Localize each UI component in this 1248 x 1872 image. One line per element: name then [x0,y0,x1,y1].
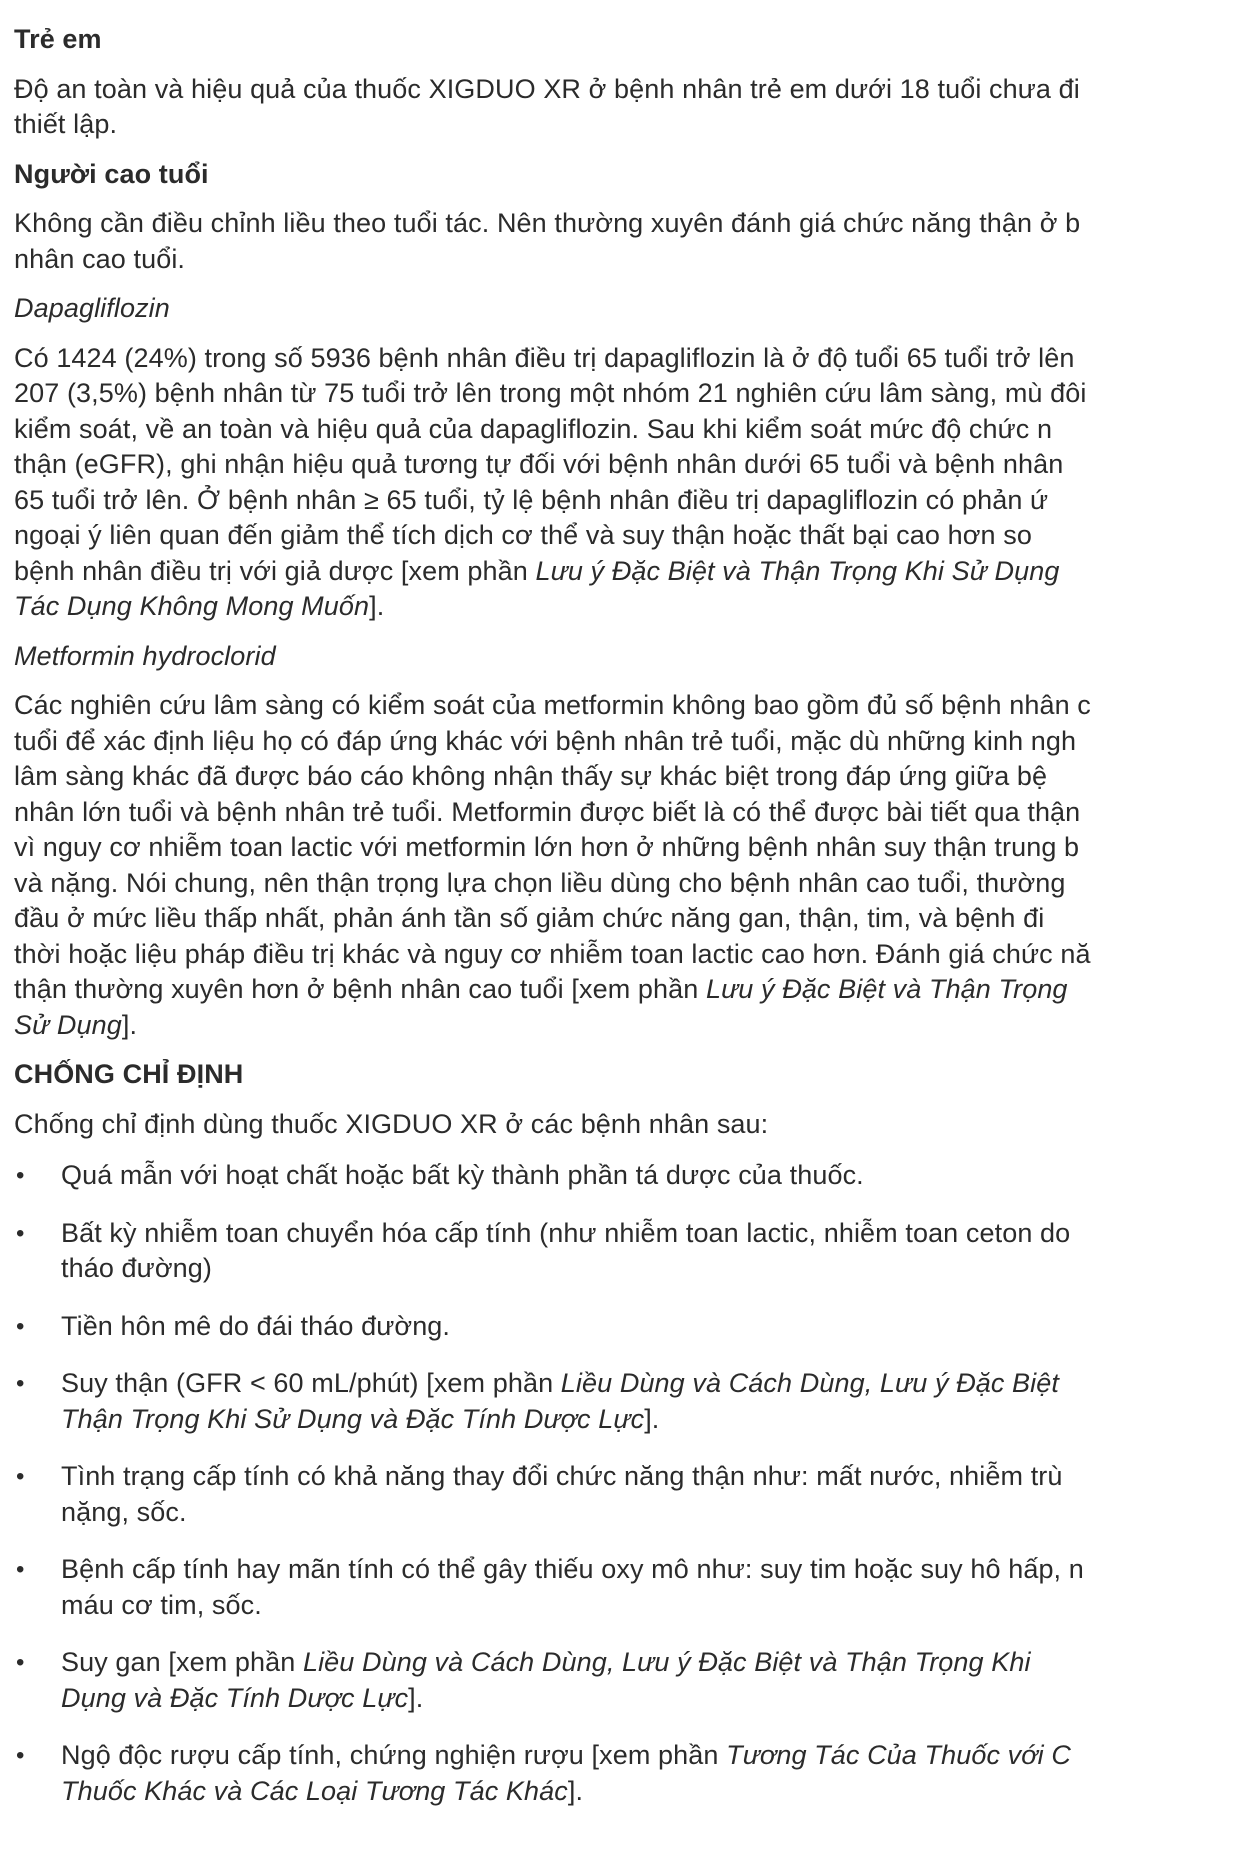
list-item-line [61,1738,1248,1774]
list-item [14,1552,1248,1623]
document-page [14,0,1248,1872]
heading-children: Trẻ em [14,24,102,54]
list-item [14,1216,1248,1287]
para-text: bệnh nhân điều trị với giả dược [xem phần [14,555,536,586]
para-line [14,1008,1248,1044]
cross-reference: Dụng và Đặc Tính Dược Lực [61,1682,409,1713]
heading-elderly: Người cao tuổi [14,158,209,189]
para-elderly [14,206,1248,277]
para-line: kiểm soát, về an toàn và hiệu quả của dapagliflozin. Sau khi kiểm soát mức độ chức n [14,413,1053,444]
heading-contraindications: CHỐNG CHỈ ĐỊNH [14,1059,244,1089]
cross-reference: Tương Tác Của Thuốc với C [726,1740,1071,1770]
bullet-icon: • [16,1649,25,1676]
para-dapagliflozin [14,341,1248,625]
para-line: vì nguy cơ nhiễm toan lactic với metformin lớn hơn ở những bệnh nhân suy thận trung b [14,832,1080,862]
list-item [14,1459,1248,1530]
cross-reference: Tác Dụng Không Mong Muốn [14,591,370,621]
para-line: Các nghiên cứu lâm sàng có kiểm soát của metformin không bao gồm đủ số bệnh nhân c [14,690,1091,720]
para-line [14,554,1248,590]
contraindications-intro: Chống chỉ định dùng thuốc XIGDUO XR ở các bệnh nhân sau: [14,1108,769,1139]
para-line: Độ an toàn và hiệu quả của thuốc XIGDUO XR ở bệnh nhân trẻ em dưới 18 tuổi chưa đi [14,73,1080,104]
para-line: thận (eGFR), ghi nhận hiệu quả tương tự đối với bệnh nhân dưới 65 tuổi và bệnh nhân [14,449,1064,479]
list-item-text: ]. [567,1775,584,1806]
para-line: thiết lập. [14,109,118,139]
bullet-icon: • [16,1556,25,1583]
list-item-line: nặng, sốc. [61,1496,187,1527]
para-line: Có 1424 (24%) trong số 5936 bệnh nhân điều trị dapagliflozin là ở độ tuổi 65 tuổi trở lên [14,342,1075,373]
list-item-line: tháo đường) [61,1253,212,1283]
list-item [14,1738,1248,1809]
para-line: và nặng. Nói chung, nên thận trọng lựa chọn liều dùng cho bệnh nhân cao tuổi, thường [14,867,1066,898]
list-item-text: Suy gan [xem phần [61,1647,303,1677]
para-line: Không cần điều chỉnh liều theo tuổi tác. Nên thường xuyên đánh giá chức năng thận ở b [14,208,1081,238]
bullet-icon: • [16,1162,25,1189]
list-item-text: ]. [644,1403,660,1434]
bullet-icon: • [16,1312,25,1340]
para-line [14,589,1248,625]
cross-reference: Thận Trọng Khi Sử Dụng và Đặc Tính Dược Lực [61,1403,645,1434]
list-item-line: Bệnh cấp tính hay mãn tính có thể gây thiếu oxy mô như: suy tim hoặc suy hô hấp, n [61,1554,1084,1584]
para-line: nhân cao tuổi. [14,243,186,274]
document-content [14,0,1248,1809]
para-text: thận thường xuyên hơn ở bệnh nhân cao tuổi [xem phần [14,974,706,1004]
para-metformin [14,688,1248,1043]
list-item-line: Bất kỳ nhiễm toan chuyển hóa cấp tính (như nhiễm toan lactic, nhiễm toan ceton do [61,1217,1071,1248]
subheading-metformin: Metformin hydroclorid [14,640,276,671]
list-item-line: Tiền hôn mê do đái tháo đường. [61,1310,451,1341]
para-line: 207 (3,5%) bệnh nhân từ 75 tuổi trở lên trong một nhóm 21 nghiên cứu lâm sàng, mù đôi [14,378,1087,408]
cross-reference: Liều Dùng và Cách Dùng, Lưu ý Đặc Biệt và Thận Trọng Khi [302,1647,1031,1677]
list-item-line: Tình trạng cấp tính có khả năng thay đổi chức năng thận như: mất nước, nhiễm trù [61,1461,1063,1491]
list-item-line [61,1681,1248,1717]
para-line: 65 tuổi trở lên. Ở bệnh nhân ≥ 65 tuổi, tỷ lệ bệnh nhân điều trị dapagliflozin có phản ứ [14,484,1049,515]
list-item-line [61,1774,1248,1810]
list-item [14,1309,1248,1345]
list-item [14,1158,1248,1194]
list-item [14,1645,1248,1716]
list-item-line [61,1402,1248,1438]
bullet-icon: • [16,1219,25,1247]
para-children [14,72,1248,143]
para-line: thời hoặc liệu pháp điều trị khác và nguy cơ nhiễm toan lactic cao hơn. Đánh giá chức nă [14,938,1091,969]
bullet-icon: • [16,1463,25,1490]
list-item-line [61,1645,1248,1681]
bullet-icon: • [16,1370,25,1397]
para-line: lâm sàng khác đã được báo cáo không nhận thấy sự khác biệt trong đáp ứng giữa bệ [14,761,1048,791]
cross-reference: Liều Dùng và Cách Dùng, Lưu ý Đặc Biệt [560,1368,1059,1398]
para-line [14,972,1248,1008]
list-item-line [61,1366,1248,1402]
bullet-icon: • [16,1742,25,1769]
cross-reference: Lưu ý Đặc Biệt và Thận Trọng Khi Sử Dụng [535,555,1060,586]
list-item-text: Suy thận (GFR < 60 mL/phút) [xem phần [61,1368,561,1398]
para-text: ]. [121,1009,138,1040]
cross-reference: Thuốc Khác và Các Loại Tương Tác Khác [61,1775,568,1806]
contraindications-list [14,1158,1248,1809]
list-item-text: ]. [408,1682,424,1713]
cross-reference: Lưu ý Đặc Biệt và Thận Trọng [705,974,1068,1004]
cross-reference: Sử Dụng [14,1009,122,1040]
list-item-line: máu cơ tim, sốc. [61,1589,262,1620]
list-item-line: Quá mẫn với hoạt chất hoặc bất kỳ thành phần tá dược của thuốc. [61,1160,864,1190]
para-line: nhân lớn tuổi và bệnh nhân trẻ tuổi. Metformin được biết là có thể được bài tiết qua thận [14,796,1081,827]
subheading-dapagliflozin: Dapagliflozin [14,293,170,323]
para-line: đầu ở mức liều thấp nhất, phản ánh tần số giảm chức năng gan, thận, tim, và bệnh đi [14,903,1045,933]
para-line: tuổi để xác định liệu họ có đáp ứng khác với bệnh nhân trẻ tuổi, mặc dù những kinh ngh [14,725,1077,756]
para-text: ]. [369,591,385,621]
para-line: ngoại ý liên quan đến giảm thể tích dịch cơ thể và suy thận hoặc thất bại cao hơn so [14,520,1032,550]
list-item-text: Ngộ độc rượu cấp tính, chứng nghiện rượu [xem phần [61,1740,727,1770]
list-item [14,1366,1248,1437]
